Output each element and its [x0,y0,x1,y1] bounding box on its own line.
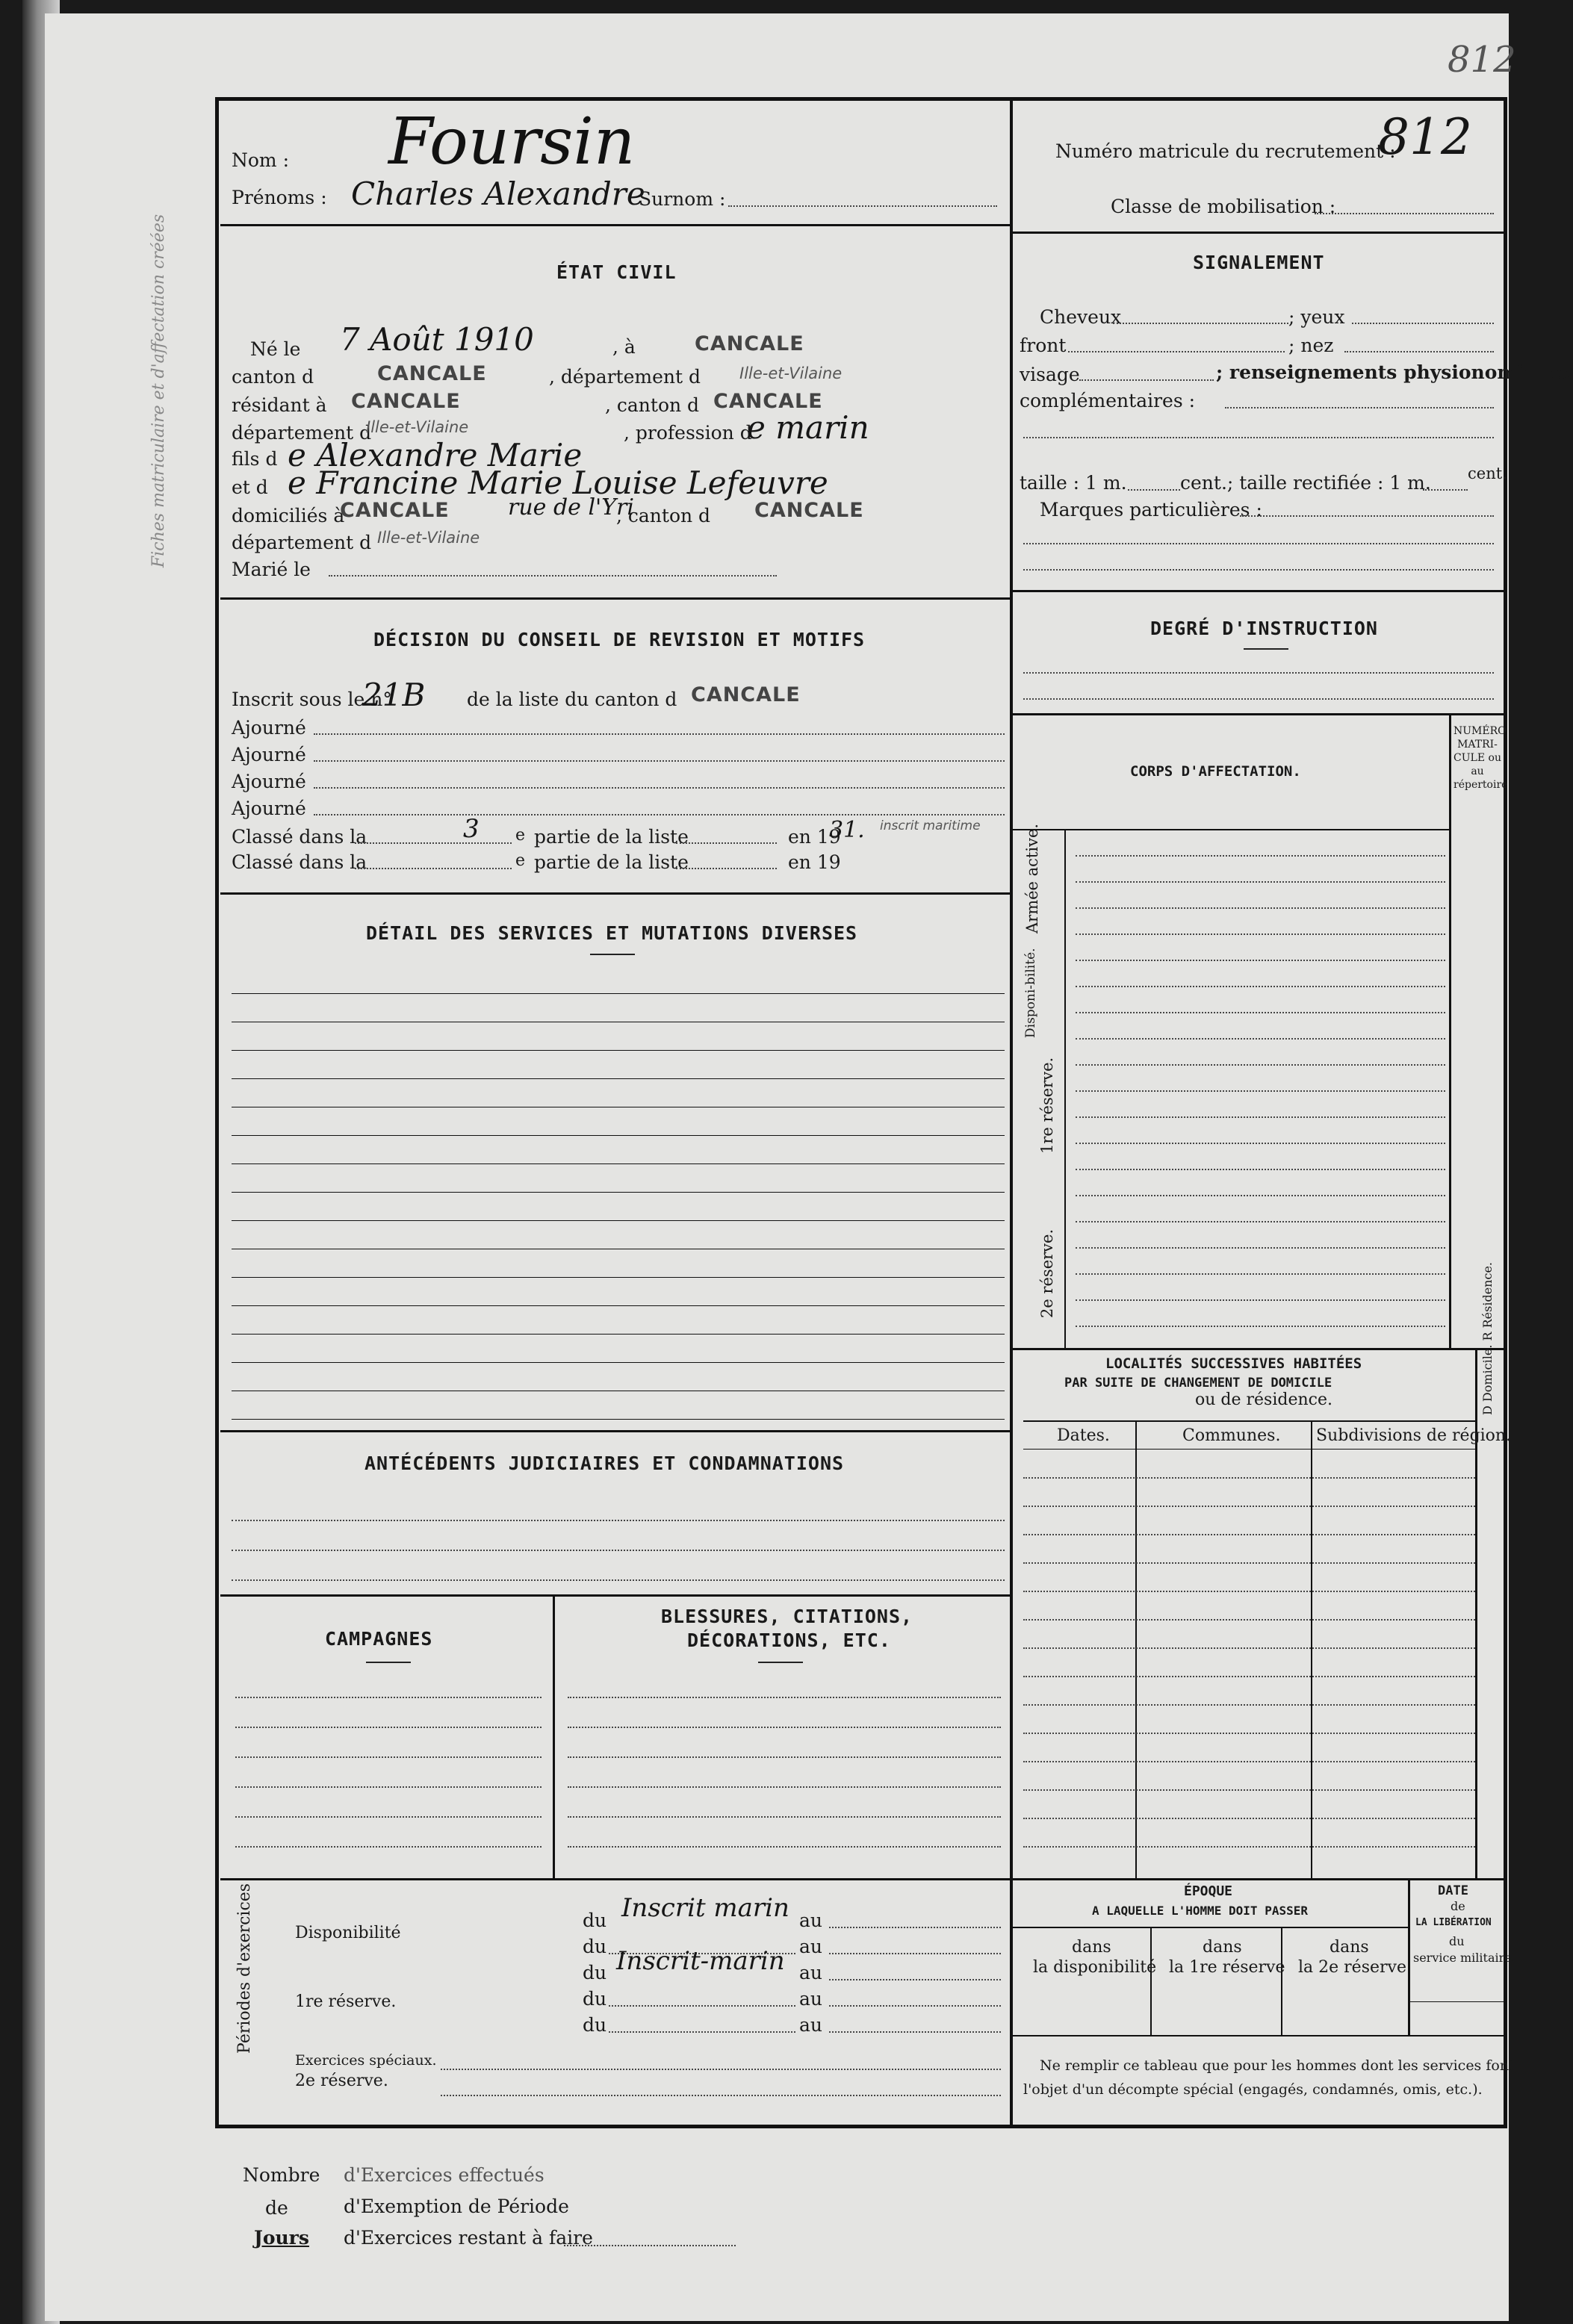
classe-label-1: Classé dans la [232,826,367,848]
classe1-value: 3 [463,814,480,844]
signalement-title: SIGNALEMENT [1193,252,1325,273]
epoque-col3b: la 2e réserve [1298,1958,1406,1977]
canton3-label: , canton d [616,505,711,526]
a-label: , à [612,336,636,358]
degre-title: DEGRÉ D'INSTRUCTION [1150,618,1378,639]
footer-line2: d'Exemption de Période [344,2196,569,2217]
rule-services [220,892,1011,895]
et-label: et d [232,476,268,498]
date-title4: du [1449,1934,1465,1948]
cheveux-label: Cheveux [1040,306,1122,328]
renseignements-label: ; renseignements physionomiques [1216,361,1573,383]
nom-label: Nom : [232,149,290,171]
rule-corps [1013,713,1504,715]
en-label-2: en 19 [788,851,841,873]
matricule-label: Numéro matricule du recrutement : [1055,140,1396,162]
cent2-label: cent. [1468,465,1507,482]
footer-line1: d'Exercices effectués [344,2164,544,2186]
antecedents-title: ANTÉCÉDENTS JUDICIAIRES ET CONDAMNATIONS [364,1452,845,1474]
campagnes-title: CAMPAGNES [325,1628,433,1650]
profession-value: e marin [747,409,869,446]
partie-label-2: partie de la liste [534,851,689,873]
canton3-value: CANCALE [754,499,864,522]
residant-label: résidant à [232,394,327,416]
visage-label: visage [1020,364,1080,385]
localites-title2: PAR SUITE DE CHANGEMENT DE DOMICILE [1064,1376,1332,1391]
fils-value: e Alexandre Marie [288,437,583,473]
departement-label: , département d [549,366,701,388]
communes-col: Communes. [1182,1426,1281,1445]
du-4: du [583,1988,607,2010]
numero-title: NUMÉRO MATRI-CULE ou au répertoire [1453,725,1508,791]
profession-label: , profession d [624,422,752,444]
departement2-label: département d [232,422,372,444]
dates-col: Dates. [1057,1426,1110,1445]
footer-jours: Jours [254,2227,309,2249]
au-2: au [799,1936,823,1957]
taille-label: taille : 1 m. [1020,472,1127,494]
au-5: au [799,2014,823,2036]
rule-signalement [1013,232,1504,234]
epoque-col1a: dans [1072,1938,1111,1957]
marie-label: Marié le [232,559,311,580]
periode-speciaux: Exercices spéciaux. [295,2052,437,2069]
yeux-label: ; yeux [1288,306,1345,328]
footer-line3: d'Exercices restant à faire [344,2227,593,2249]
en1-value: 31. [829,817,865,843]
periode-reserve1: 1re réserve. [295,1992,397,2011]
rule-decision [220,597,1011,600]
liste-value: CANCALE [691,683,801,706]
au-3: au [799,1962,823,1983]
du-1: du [583,1910,607,1931]
fils-label: fils d [232,448,278,470]
ajourne-3: Ajourné [232,771,306,792]
matricule-value: 812 [1378,108,1472,166]
footer-de: de [265,2197,288,2219]
nom-value: Foursin [388,105,636,179]
a-value: CANCALE [695,332,804,355]
etat-civil-title: ÉTAT CIVIL [556,261,677,283]
rule-periodes [220,1878,1011,1880]
decision-title: DÉCISION DU CONSEIL DE REVISION ET MOTIFS [373,629,866,650]
canton2-label: , canton d [605,394,700,416]
epoque-col3a: dans [1330,1938,1369,1957]
residant-value: CANCALE [351,390,461,413]
epoque-title2: A LAQUELLE L'HOMME DOIT PASSER [1092,1904,1308,1918]
canton-value: CANCALE [377,362,487,385]
epoque-note1: Ne remplir ce tableau que pour les hommes dont les services font [1040,2057,1515,2074]
partie-label-1: partie de la liste [534,826,689,848]
corps-title: CORPS D'AFFECTATION. [1130,763,1301,780]
disponibilite-label: Disponi-bilité. [1023,948,1038,1038]
du-3: du [583,1962,607,1983]
canton-label: canton d [232,366,314,388]
reserve1-label: 1re réserve. [1038,1057,1056,1154]
date-title2: de [1451,1899,1465,1913]
epoque-title1: ÉPOQUE [1184,1883,1233,1899]
en-label-1: en 19 [788,826,841,848]
au-4: au [799,1988,823,2010]
ne-le-label: Né le [250,338,301,360]
corner-number: 812 [1448,39,1516,81]
au-1: au [799,1910,823,1931]
localites-side: D Domicile. R Résidence. [1480,1261,1495,1415]
front-label: front [1020,335,1067,356]
localites-title1: LOCALITÉS SUCCESSIVES HABITÉES [1105,1355,1362,1372]
du-1-hand: Inscrit marin [621,1893,789,1923]
ajourne-1: Ajourné [232,717,306,739]
rule-campagnes-split [553,1594,555,1878]
du-2: du [583,1936,607,1957]
departement2-value: Ille-et-Vilaine [366,418,469,436]
rule-campagnes [220,1594,1011,1597]
marques-label: Marques particulières : [1040,499,1262,521]
classe-label-2: Classé dans la [232,851,367,873]
departement3-value: Ille-et-Vilaine [377,529,480,547]
du-5: du [583,2014,607,2036]
date-title1: DATE [1438,1883,1468,1898]
periodes-side: Périodes d'exercices [235,1883,254,2054]
periode-disponibilite: Disponibilité [295,1924,401,1942]
departement-value: Ille-et-Vilaine [739,364,843,382]
canton2-value: CANCALE [713,390,823,413]
frame-divider [1010,97,1013,2128]
inscrit-value: 21B [362,677,426,713]
cent-label: cent.; taille rectifiée : 1 m. [1180,472,1431,494]
localites-title3: ou de résidence. [1195,1391,1332,1409]
departement3-label: département d [232,532,372,553]
e-sup-1: e [515,826,526,845]
blessures-title2: DÉCORATIONS, ETC. [687,1629,891,1651]
side-note: Fiches matriculaire et d'affectation créées [149,214,168,568]
ajourne-4: Ajourné [232,798,306,819]
prenoms-label: Prénoms : [232,187,327,208]
nez-label: ; nez [1288,335,1334,356]
surnom-label: Surnom : [639,188,726,210]
e-sup-2: e [515,851,526,870]
date-title5: service militaire. [1413,1951,1515,1965]
ne-le-value: 7 Août 1910 [340,321,534,358]
domicilies-extra: rue de l'Yri [508,494,635,521]
epoque-col2a: dans [1203,1938,1242,1957]
blessures-title1: BLESSURES, CITATIONS, [661,1606,913,1627]
et-value: e Francine Marie Louise Lefeuvre [288,465,828,501]
complementaires-label: complémentaires : [1020,390,1196,411]
epoque-col1b: la disponibilité [1033,1958,1157,1977]
domicilies-value: CANCALE [340,499,450,522]
footer-nombre: Nombre [243,2164,320,2186]
domicilies-label: domiciliés à [232,505,345,526]
date-title3: LA LIBÉRATION [1415,1917,1492,1928]
subdivisions-col: Subdivisions de région. [1316,1426,1512,1445]
en1-note: inscrit maritime [880,818,981,833]
rule-epoque [1013,1878,1504,1880]
ajourne-2: Ajourné [232,744,306,765]
inscrit-label: Inscrit sous le n° [232,689,392,710]
prenoms-value: Charles Alexandre [351,175,645,212]
armee-active-label: Armée active. [1023,823,1041,933]
services-title: DÉTAIL DES SERVICES ET MUTATIONS DIVERSES [366,922,858,944]
rule-antecedents [220,1430,1011,1432]
reserve2-label: 2e réserve. [1038,1228,1056,1318]
periode-reserve2: 2e réserve. [295,2072,388,2090]
rule-etat-civil [220,224,1011,226]
liste-label: de la liste du canton d [467,689,677,710]
classe-mobilisation-label: Classe de mobilisation : [1111,196,1336,217]
rule-localites [1013,1348,1504,1350]
du-3-hand: Inscrit-marin [616,1946,785,1976]
rule-degre [1013,590,1504,592]
epoque-col2b: la 1re réserve [1169,1958,1285,1977]
epoque-note2: l'objet d'un décompte spécial (engagés, condamnés, omis, etc.). [1023,2081,1483,2098]
